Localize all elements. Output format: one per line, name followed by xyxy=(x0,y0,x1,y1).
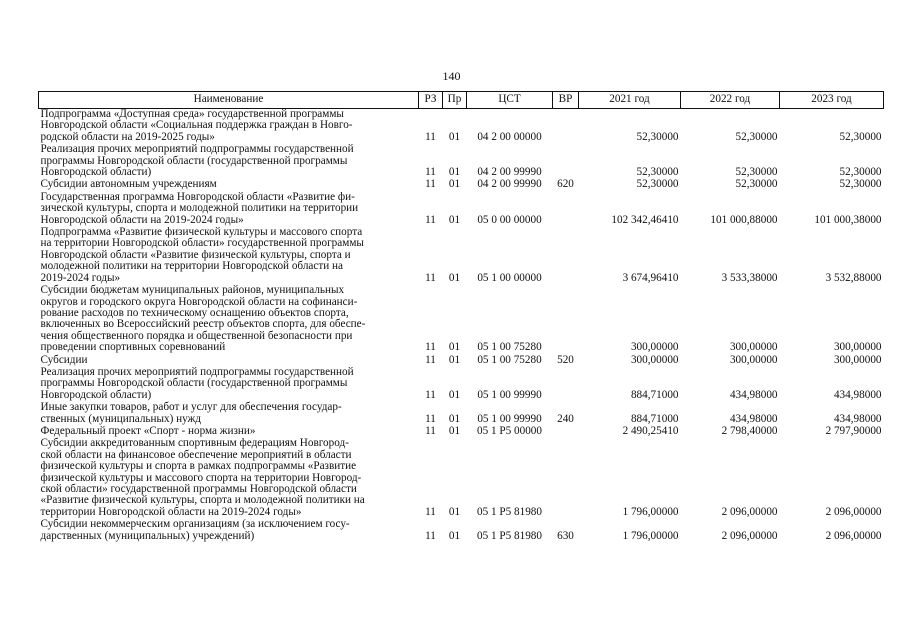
table-row xyxy=(39,519,884,543)
row-vr xyxy=(553,109,579,145)
row-2023: 434,98000 xyxy=(833,388,882,401)
row-2022: 2 096,00000 xyxy=(721,505,778,518)
row-vr: 240 xyxy=(557,412,574,425)
row-name: Подпрограмма «Доступная среда» государственной программы Новгородской области «Социальная поддержка граждан в Новго- родской области на 2019-2025 годы» xyxy=(40,108,353,143)
row-name: Субсидии некоммерческим организациям (за исключением госу- дарственных (муниципальных) учреждений) xyxy=(40,518,350,542)
row-2022: 52,30000 xyxy=(735,166,778,179)
row-2023: 300,00000 xyxy=(833,341,882,354)
row-rz: 11 xyxy=(425,130,436,143)
row-2023: 434,98000 xyxy=(833,412,882,425)
row-pr: 01 xyxy=(448,505,461,518)
row-name: Субсидии аккредитованным спортивным федерациям Новгород- ской области на финансовое обеспечение мероприятий в области физической культуры и спорта в рамках подпрограммы «Развитие физической культуры и массового спорта на территории Новгород- ской области» государственной программы Новгородской области «Развитие физической культуры, спорта и молодежной политики на территории Новгородской области на 2019-2024 годы» xyxy=(40,437,365,518)
row-2022: 3 533,38000 xyxy=(721,271,778,284)
row-pr: 01 xyxy=(448,529,461,542)
header-2022: 2022 год xyxy=(681,92,780,109)
header-row xyxy=(39,92,884,109)
row-rz: 11 xyxy=(425,178,436,191)
row-name: Субсидии xyxy=(40,353,88,366)
row-pr: 01 xyxy=(448,178,461,191)
row-cst: 05 1 P5 00000 xyxy=(477,424,542,437)
row-rz: 11 xyxy=(425,271,436,284)
row-name: Государственная программа Новгородской области «Развитие фи- зической культуры, спорта и молодежной политики на территории Новгородской области на 2019-2024 годы» xyxy=(40,190,359,226)
row-vr xyxy=(553,285,579,354)
row-2022: 52,30000 xyxy=(735,130,778,143)
row-2023: 52,30000 xyxy=(839,166,882,179)
row-rz: 11 xyxy=(425,529,436,542)
row-pr: 01 xyxy=(448,271,461,284)
row-2022: 2 096,00000 xyxy=(721,529,778,542)
row-vr xyxy=(553,227,579,285)
row-cst: 05 0 00 00000 xyxy=(477,213,542,226)
row-2023: 2 797,90000 xyxy=(825,424,882,437)
row-2023: 300,00000 xyxy=(833,353,882,366)
header-pr: Пр xyxy=(443,92,467,109)
row-vr xyxy=(553,144,579,179)
row-name: Подпрограмма «Развитие физической культуры и массового спорта на территории Новгородской области» государственной программы Новгородской области «Развитие физической культуры, спорта и молодежной политики на территории Новгородской области на 2019-2024 годы» xyxy=(40,226,364,284)
row-rz: 11 xyxy=(425,166,436,179)
row-2023: 2 096,00000 xyxy=(825,505,882,518)
row-cst: 04 2 00 00000 xyxy=(477,130,542,143)
table-row xyxy=(39,285,884,354)
row-rz: 11 xyxy=(425,213,436,226)
row-cst: 04 2 00 99990 xyxy=(477,178,542,191)
row-2021: 300,00000 xyxy=(630,341,679,354)
page-number: 140 xyxy=(442,69,461,83)
table-row xyxy=(39,144,884,179)
row-vr xyxy=(553,367,579,402)
row-pr: 01 xyxy=(448,353,461,366)
row-2021: 102 342,46410 xyxy=(611,213,679,226)
table-row xyxy=(39,179,884,191)
row-2023: 52,30000 xyxy=(839,178,882,191)
row-2022: 434,98000 xyxy=(729,388,778,401)
row-cst: 05 1 00 00000 xyxy=(477,271,542,284)
row-pr: 01 xyxy=(448,424,461,437)
header-rz: РЗ xyxy=(419,92,443,109)
row-cst: 04 2 00 99990 xyxy=(477,166,542,179)
row-2023: 2 096,00000 xyxy=(825,529,882,542)
row-name: Реализация прочих мероприятий подпрограммы государственной программы Новгородской области (государственной программы Новгородской области) xyxy=(40,143,354,179)
table-row xyxy=(39,402,884,426)
row-vr: 620 xyxy=(557,178,574,191)
row-2023: 101 000,38000 xyxy=(814,213,882,226)
header-vr: ВР xyxy=(553,92,579,109)
row-2021: 1 796,00000 xyxy=(622,529,679,542)
row-2021: 3 674,96410 xyxy=(622,271,679,284)
row-name: Субсидии бюджетам муниципальных районов, муниципальных округов и городского округа Новгородской области на софинанси- рование расходов по техническому оснащению объектов спорта, включенных во Всероссийский реестр объектов спорта, для обеспе- чения общественного порядка и общественной безопасности при проведении спортивных соревнований xyxy=(40,284,366,354)
row-2022: 52,30000 xyxy=(735,178,778,191)
row-cst: 05 1 00 75280 xyxy=(477,353,542,366)
row-2021: 884,71000 xyxy=(630,412,679,425)
row-2022: 2 798,40000 xyxy=(721,424,778,437)
row-2021: 300,00000 xyxy=(630,353,679,366)
budget-table xyxy=(38,91,884,543)
row-2023: 3 532,88000 xyxy=(825,271,882,284)
row-pr: 01 xyxy=(448,130,461,143)
row-pr: 01 xyxy=(448,412,461,425)
row-cst: 05 1 00 99990 xyxy=(477,388,542,401)
row-rz: 11 xyxy=(425,341,436,354)
table-row xyxy=(39,109,884,145)
row-name: Иные закупки товаров, работ и услуг для обеспечения государ- ственных (муниципальных) нужд xyxy=(40,401,342,425)
row-name: Субсидии автономным учреждениям xyxy=(40,178,217,191)
row-vr: 630 xyxy=(557,529,574,542)
table-row xyxy=(39,227,884,285)
header-2021: 2021 год xyxy=(579,92,681,109)
row-2021: 52,30000 xyxy=(636,130,679,143)
row-2022: 300,00000 xyxy=(729,353,778,366)
row-2022: 434,98000 xyxy=(729,412,778,425)
row-2021: 1 796,00000 xyxy=(622,505,679,518)
row-2021: 884,71000 xyxy=(630,388,679,401)
table-row xyxy=(39,438,884,519)
row-vr xyxy=(553,438,579,519)
row-2021: 52,30000 xyxy=(636,178,679,191)
row-cst: 05 1 00 75280 xyxy=(477,341,542,354)
row-2021: 52,30000 xyxy=(636,166,679,179)
row-cst: 05 1 P5 81980 xyxy=(477,529,542,542)
row-rz: 11 xyxy=(425,353,436,366)
row-2023: 52,30000 xyxy=(839,130,882,143)
row-rz: 11 xyxy=(425,388,436,401)
row-rz: 11 xyxy=(425,505,436,518)
row-name: Реализация прочих мероприятий подпрограммы государственной программы Новгородской области (государственной программы Новгородской области) xyxy=(40,365,354,401)
row-pr: 01 xyxy=(448,388,461,401)
row-vr: 520 xyxy=(557,353,574,366)
row-pr: 01 xyxy=(448,341,461,354)
row-vr xyxy=(553,192,579,227)
header-2023: 2023 год xyxy=(780,92,884,109)
row-2022: 101 000,88000 xyxy=(710,213,778,226)
row-cst: 05 1 00 99990 xyxy=(477,412,542,425)
row-cst: 05 1 P5 81980 xyxy=(477,505,542,518)
row-rz: 11 xyxy=(425,424,436,437)
table-row xyxy=(39,192,884,227)
table-row xyxy=(39,367,884,402)
row-2021: 2 490,25410 xyxy=(622,424,679,437)
row-pr: 01 xyxy=(448,166,461,179)
row-rz: 11 xyxy=(425,412,436,425)
row-pr: 01 xyxy=(448,213,461,226)
header-name: Наименование xyxy=(39,92,419,109)
row-vr xyxy=(553,426,579,438)
row-name: Федеральный проект «Спорт - норма жизни» xyxy=(40,424,256,437)
header-cst: ЦСТ xyxy=(467,92,553,109)
row-2022: 300,00000 xyxy=(729,341,778,354)
